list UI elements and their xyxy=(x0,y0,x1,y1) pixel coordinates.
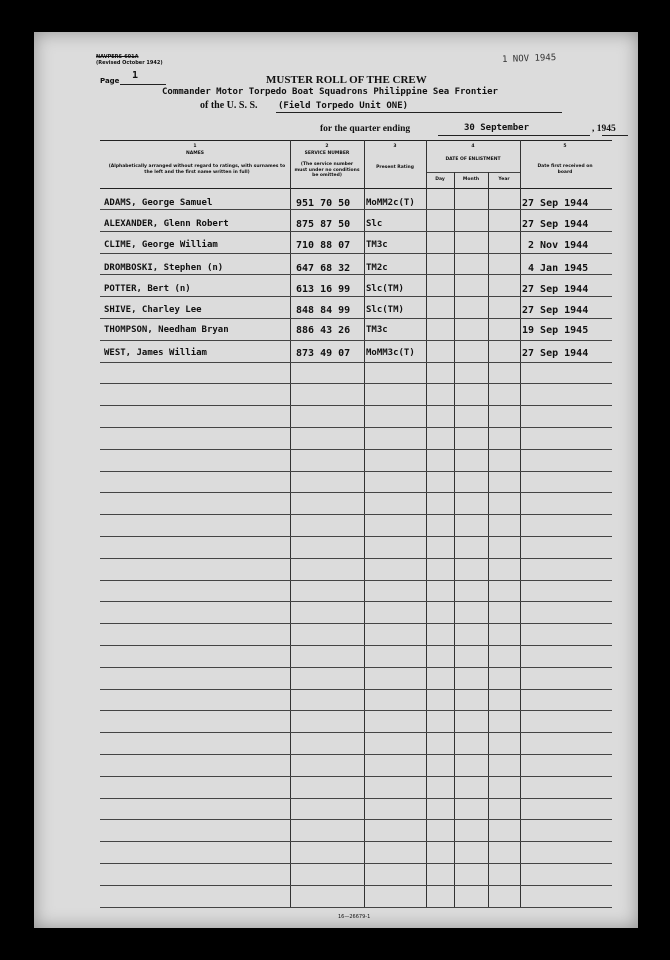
service-number: 613 16 99 xyxy=(296,284,351,295)
rule-line xyxy=(100,667,612,668)
rule-line xyxy=(100,383,612,384)
rule-line xyxy=(100,601,612,602)
rule-line xyxy=(100,623,612,624)
service-number: 875 87 50 xyxy=(296,219,351,230)
quarter-date: 30 September xyxy=(464,123,530,133)
rule-line xyxy=(100,492,612,493)
form-code: NAVPERS-601A xyxy=(96,54,139,60)
print-code: 16—26679-1 xyxy=(338,914,371,920)
col-num-names: 1 xyxy=(193,144,197,149)
date-received: 27 Sep 1944 xyxy=(522,219,589,230)
date-received: 27 Sep 1944 xyxy=(522,348,589,359)
rule-line xyxy=(100,754,612,755)
col-num-rating: 3 xyxy=(393,144,397,149)
service-number: 647 68 32 xyxy=(296,263,351,274)
col-enlist-year: Year xyxy=(498,177,510,182)
date-received: 27 Sep 1944 xyxy=(522,284,589,295)
rule-line xyxy=(100,907,612,908)
rule-line xyxy=(100,296,612,297)
document-title: MUSTER ROLL OF THE CREW xyxy=(266,74,427,86)
col-enlist-month: Month xyxy=(462,177,480,182)
service-number: 886 43 26 xyxy=(296,325,351,336)
page-number: 1 xyxy=(132,70,139,81)
rule-line xyxy=(100,231,612,232)
present-rating: MoMM3c(T) xyxy=(366,348,415,358)
present-rating: TM3c xyxy=(366,240,388,250)
service-number: 848 84 99 xyxy=(296,305,351,316)
muster-roll-page xyxy=(34,32,638,928)
present-rating: TM2c xyxy=(366,263,388,273)
date-received: 2 Nov 1944 xyxy=(528,240,589,251)
present-rating: MoMM2c(T) xyxy=(366,198,415,208)
crew-name: THOMPSON, Needham Bryan xyxy=(104,325,229,335)
present-rating: Slc xyxy=(366,219,383,229)
form-revised: (Revised October 1942) xyxy=(96,60,163,66)
crew-name: CLIME, George William xyxy=(104,240,218,250)
quarter-label: for the quarter ending xyxy=(320,124,411,134)
rule-line xyxy=(100,471,612,472)
received-stamp: 1 NOV 1945 xyxy=(501,53,557,65)
crew-name: DROMBOSKI, Stephen (n) xyxy=(104,263,224,273)
col-num-enlistment: 4 xyxy=(471,144,475,149)
uss-label: of the U. S. S. xyxy=(200,100,258,111)
crew-name: ADAMS, George Samuel xyxy=(104,198,213,208)
col-title-enlistment: DATE OF ENLISTMENT xyxy=(445,157,501,162)
uss-name: (Field Torpedo Unit ONE) xyxy=(278,101,409,111)
rule-line xyxy=(100,558,612,559)
date-received: 4 Jan 1945 xyxy=(528,263,589,274)
rule-line xyxy=(100,209,612,210)
crew-name: WEST, James William xyxy=(104,348,207,358)
date-received: 27 Sep 1944 xyxy=(522,305,589,316)
rule-line xyxy=(100,427,612,428)
crew-name: ALEXANDER, Glenn Robert xyxy=(104,219,229,229)
unit-line: Commander Motor Torpedo Boat Squadrons Philippine Sea Frontier xyxy=(162,87,498,97)
crew-name: SHIVE, Charley Lee xyxy=(104,305,202,315)
col-num-service: 2 xyxy=(325,144,329,149)
quarter-year: , 1945 xyxy=(592,124,616,134)
col-title-rating: Present Rating xyxy=(376,165,414,170)
rule-line xyxy=(100,689,612,690)
rule-line xyxy=(100,253,612,254)
rule-line xyxy=(100,405,612,406)
service-number: 710 88 07 xyxy=(296,240,351,251)
rule-line xyxy=(100,362,612,363)
col-enlist-day: Day xyxy=(435,177,445,182)
col-title-names: NAMES xyxy=(185,151,205,156)
rule-line xyxy=(100,885,612,886)
rule-line xyxy=(100,710,612,711)
present-rating: Slc(TM) xyxy=(366,284,404,294)
rule-line xyxy=(100,318,612,319)
rule-line xyxy=(100,514,612,515)
rule-line xyxy=(100,274,612,275)
rule-line xyxy=(100,841,612,842)
rule-line xyxy=(100,863,612,864)
col-title-received: Date first received on board xyxy=(537,164,593,175)
col-num-received: 5 xyxy=(563,144,567,149)
page-label: Page xyxy=(100,77,120,85)
rule-line xyxy=(100,340,612,341)
present-rating: Slc(TM) xyxy=(366,305,404,315)
rule-line xyxy=(100,732,612,733)
col-note-service: (The service number must under no conditions be omitted) xyxy=(294,162,360,178)
rule-line xyxy=(100,580,612,581)
date-received: 27 Sep 1944 xyxy=(522,198,589,209)
rule-line xyxy=(100,645,612,646)
crew-name: POTTER, Bert (n) xyxy=(104,284,191,294)
col-title-service: SERVICE NUMBER xyxy=(304,151,350,156)
rule-line xyxy=(100,819,612,820)
date-received: 19 Sep 1945 xyxy=(522,325,589,336)
rule-line xyxy=(100,776,612,777)
service-number: 951 70 50 xyxy=(296,198,351,209)
rule-line xyxy=(100,536,612,537)
rule-line xyxy=(100,798,612,799)
rule-line xyxy=(100,449,612,450)
service-number: 873 49 07 xyxy=(296,348,351,359)
present-rating: TM3c xyxy=(366,325,388,335)
col-note-names: (Alphabetically arranged without regard to ratings, with surnames to the left and the first name written in full) xyxy=(108,164,286,175)
